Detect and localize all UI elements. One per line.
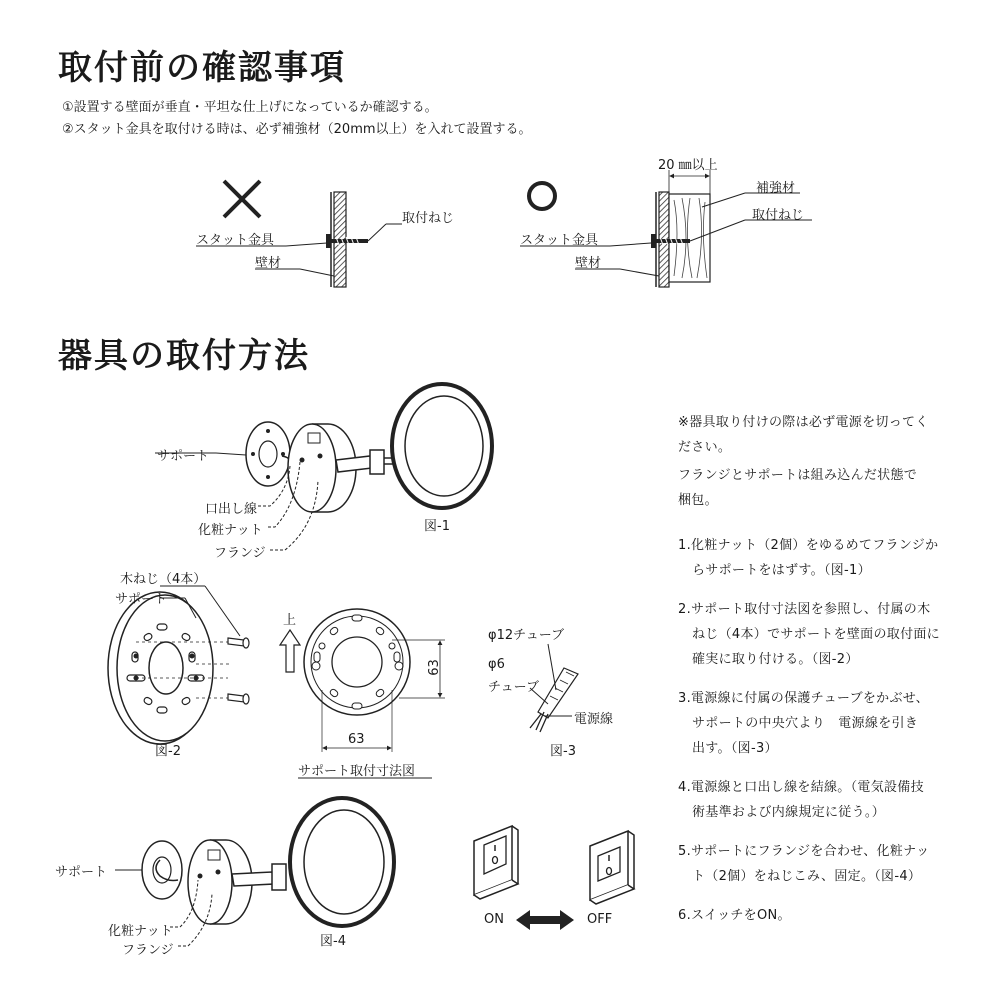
double-arrow-icon	[516, 910, 574, 930]
fig3-caption: 図-3	[550, 744, 576, 759]
step-4-line-1: 4.電源線と口出し線を結線。（電気設備技	[678, 780, 924, 795]
fig1-caption: 図-1	[424, 519, 450, 534]
fig2-drawing	[108, 586, 249, 744]
ok-thickness-label: 20 ㎜以上	[658, 158, 718, 173]
dimension-height: 63	[426, 659, 442, 676]
fig1-nut-label: 化粧ナット	[198, 523, 263, 538]
fig3-tube6-label-b: チューブ	[488, 680, 539, 695]
step-1-line-1: 1.化粧ナット（2個）をゆるめてフランジか	[678, 538, 939, 553]
install-section-title: 器具の取付方法	[58, 336, 310, 376]
fig3-tube6-label-a: φ6	[488, 657, 505, 672]
step-2	[678, 597, 978, 672]
step-4-line-2: 術基準および内線規定に従う。）	[692, 805, 886, 820]
fig3-tube12-label: φ12チューブ	[488, 628, 565, 643]
step-1-line-2: らサポートをはずす。（図-1）	[692, 563, 871, 578]
fig4-support-label: サポート	[55, 865, 108, 880]
fig4-flange-label: フランジ	[122, 943, 174, 958]
step-2-line-3: 確実に取り付ける。（図-2）	[692, 652, 859, 667]
step-5-line-2: ト（2個）をねじこみ、固定。（図-4）	[692, 869, 922, 884]
ng-stud-label: スタット金具	[196, 233, 275, 248]
fig2-caption: 図-2	[155, 744, 181, 759]
ng-wall-label: 壁材	[255, 256, 282, 271]
packing-line-2: 梱包。	[678, 493, 718, 508]
instructions-panel	[678, 410, 978, 928]
warning-line-1: ※器具取り付けの際は必ず電源を切ってく	[678, 415, 929, 430]
switch-on-icon	[474, 826, 518, 899]
step-6	[678, 903, 978, 928]
step-3-line-3: 出す。（図-3）	[692, 741, 778, 756]
ng-cross-icon	[224, 181, 260, 217]
fig1-support-label: サポート	[157, 449, 210, 464]
step-3-line-1: 3.電源線に付属の保護チューブをかぶせ、	[678, 691, 929, 706]
switch-off-icon	[590, 831, 634, 904]
fig2-support-label: サポート	[115, 592, 168, 607]
dimension-width: 63	[348, 732, 365, 747]
switch-on-label: ON	[484, 912, 504, 927]
check-note-1: ①設置する壁面が垂直・平坦な仕上げになっているか確認する。	[62, 100, 438, 115]
packing-note	[678, 463, 978, 513]
warning-note	[678, 410, 978, 460]
fig3-power-label: 電源線	[574, 712, 614, 727]
fig1-flange-label: フランジ	[214, 546, 266, 561]
fig1-lead-label: 口出し線	[205, 502, 258, 517]
step-2-line-1: 2.サポート取付寸法図を参照し、付属の木	[678, 602, 931, 617]
step-5	[678, 839, 978, 889]
step-5-line-1: 5.サポートにフランジを合わせ、化粧ナッ	[678, 844, 930, 859]
check-section-title: 取付前の確認事項	[58, 48, 346, 88]
step-4	[678, 775, 978, 825]
ok-wall-label: 壁材	[575, 256, 602, 271]
ng-screw-label: 取付ねじ	[402, 211, 455, 226]
dimension-caption: サポート取付寸法図	[298, 764, 416, 779]
ok-stud-label: スタット金具	[520, 233, 599, 248]
packing-line-1: フランジとサポートは組み込んだ状態で	[678, 468, 918, 483]
check-note-2: ②スタット金具を取付ける時は、必ず補強材（20mm以上）を入れて設置する。	[62, 122, 532, 137]
support-dimension-drawing	[280, 609, 445, 778]
ok-screw-label: 取付ねじ	[752, 208, 805, 223]
up-label: 上	[283, 613, 297, 628]
fig4-caption: 図-4	[320, 934, 346, 949]
fig2-screws-label: 木ねじ（4本）	[120, 572, 207, 587]
ok-circle-icon	[529, 183, 555, 209]
step-2-line-2: ねじ（4本）でサポートを壁面の取付面に	[692, 627, 940, 642]
step-3	[678, 686, 978, 761]
ok-reinforce-label: 補強材	[756, 181, 796, 196]
step-3-line-2: サポートの中央穴より 電源線を引き	[692, 716, 919, 731]
step-1	[678, 533, 978, 583]
step-6-line-1: 6.スイッチをON。	[678, 908, 791, 923]
switch-off-label: OFF	[587, 912, 613, 927]
fig4-nut-label: 化粧ナット	[108, 924, 173, 939]
warning-line-2: ださい。	[678, 440, 732, 455]
